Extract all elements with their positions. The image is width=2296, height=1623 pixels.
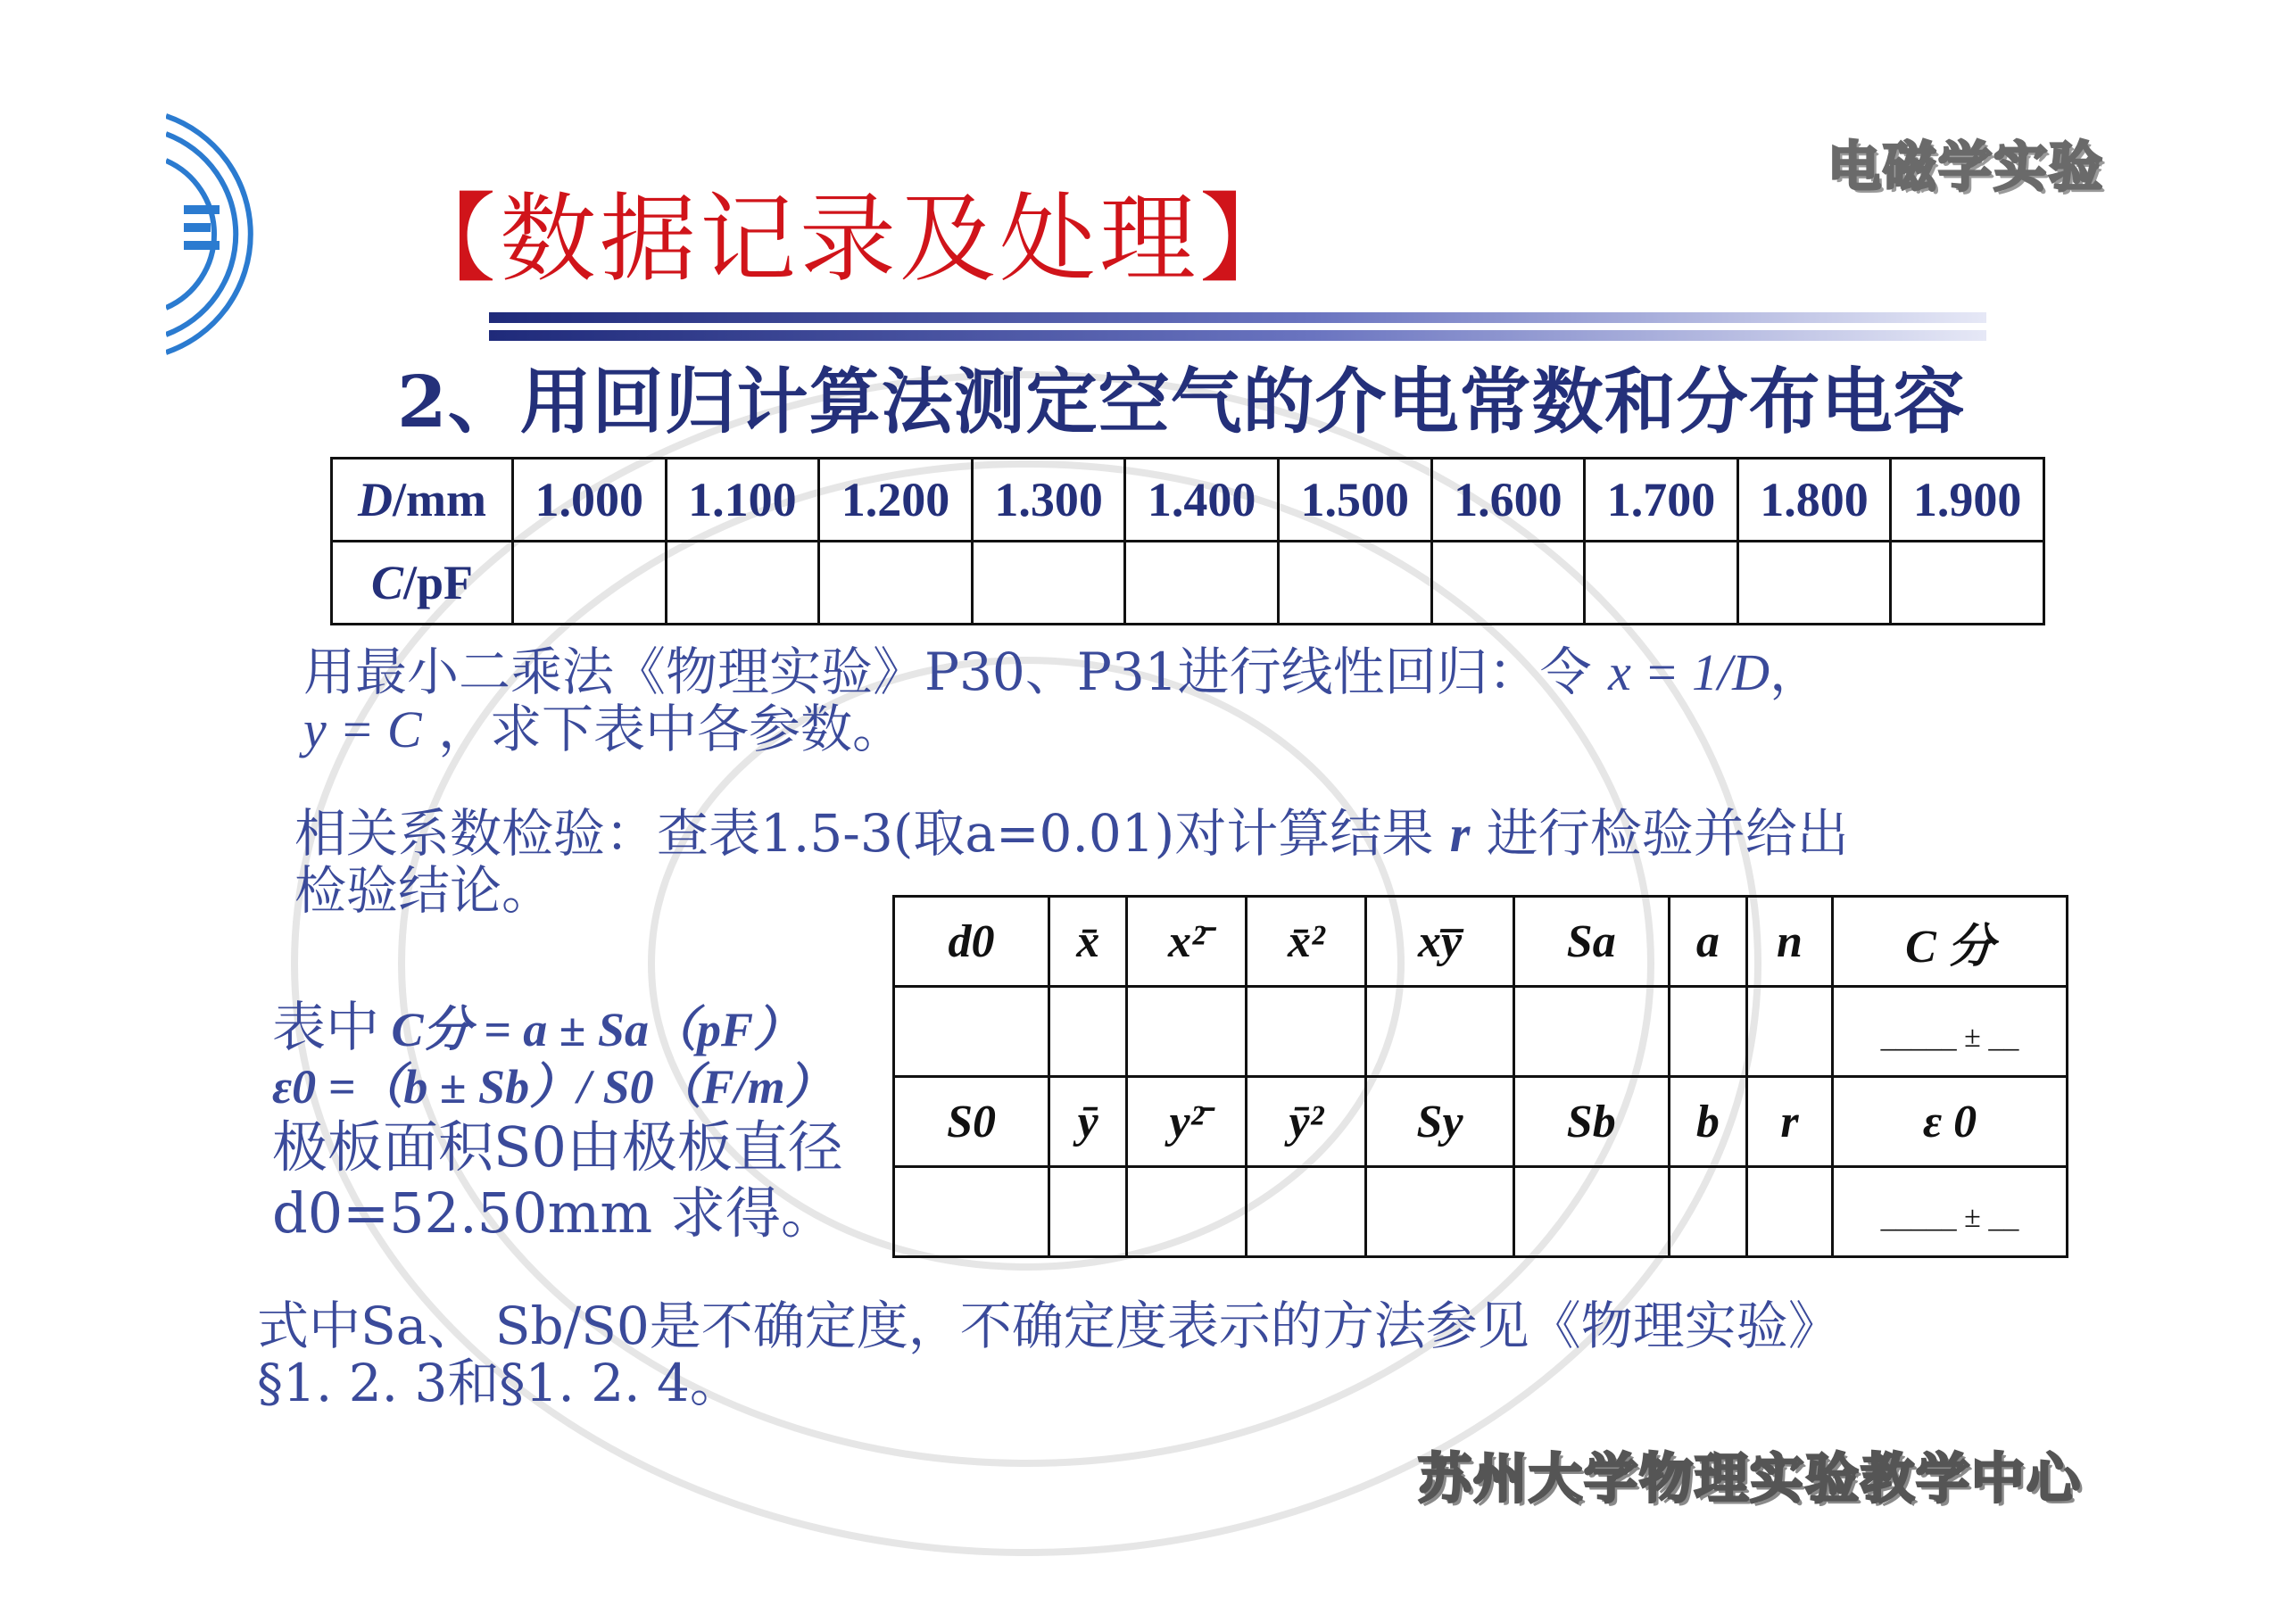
formula-c-distributed: C分 = a ± Sa（pF） — [391, 1003, 801, 1056]
formula-y: y = C — [303, 700, 422, 758]
formula-epsilon: ε0 =（b ± Sb）/ S0（F/m） — [272, 1060, 833, 1114]
param-header: ȳ² — [1247, 1077, 1366, 1167]
c-var: C — [370, 556, 403, 609]
param-header: a — [1669, 897, 1746, 987]
c-value-cell — [819, 542, 973, 625]
param-cell-c-distributed — [1833, 987, 2068, 1077]
c-unit: /pF — [403, 556, 474, 609]
param-header: Sa — [1513, 897, 1669, 987]
para1-text: 用最小二乘法《物理实验》P30、P31进行线性回归：令 — [303, 642, 1592, 702]
param-cell — [1746, 987, 1832, 1077]
param-cell — [1366, 987, 1513, 1077]
param-header: Sb — [1513, 1077, 1669, 1167]
para2-line1 — [294, 803, 1849, 864]
note-line-4: d0=52.50mm 求得。 — [272, 1180, 836, 1246]
d-value-cell: 1.100 — [666, 459, 819, 542]
param-header: b — [1669, 1077, 1746, 1167]
para2-text-a: 相关系数检验：查表1.5-3(取a=0.01)对计算结果 — [294, 803, 1434, 864]
param-header: x̄ — [1049, 897, 1127, 987]
para3-line2: §1. 2. 3和§1. 2. 4。 — [257, 1352, 742, 1413]
param-cell — [1513, 987, 1669, 1077]
para1-line1 — [303, 644, 1821, 701]
param-cell — [1247, 987, 1366, 1077]
param-cell — [1127, 1167, 1247, 1257]
d-value-cell: 1.400 — [1125, 459, 1279, 542]
plus-minus-placeholder: _____ ± __ — [1880, 1020, 2019, 1054]
param-header: r — [1746, 1077, 1832, 1167]
c-value-cell — [666, 542, 819, 625]
param-cell — [1366, 1167, 1513, 1257]
d-unit: /mm — [393, 473, 486, 526]
d-value-cell: 1.200 — [819, 459, 973, 542]
c-value-cell — [1737, 542, 1891, 625]
uncertainty-note — [257, 1298, 1840, 1412]
param-cell — [1049, 987, 1127, 1077]
regression-parameter-table — [892, 895, 2068, 1258]
footer-institution: 苏州大学物理实验教学中心 — [1418, 1448, 2082, 1511]
d-value-cell: 1.900 — [1891, 459, 2044, 542]
d-value-cell: 1.800 — [1737, 459, 1891, 542]
param-cell — [894, 987, 1049, 1077]
title-underline — [489, 312, 1986, 348]
table-row-d — [332, 459, 2044, 542]
c-value-cell — [513, 542, 667, 625]
c-value-cell — [1585, 542, 1738, 625]
param-header: d0 — [894, 897, 1049, 987]
param-cell-epsilon — [1833, 1167, 2068, 1257]
page-title: 【数据记录及处理】 — [400, 184, 1300, 295]
note-line-1 — [272, 998, 897, 1059]
d-value-cell: 1.700 — [1585, 459, 1738, 542]
param-cell — [1127, 987, 1247, 1077]
plus-minus-placeholder: _____ ± __ — [1880, 1200, 2019, 1234]
c-value-cell — [972, 542, 1125, 625]
d-var: D — [358, 473, 394, 526]
row-header-c — [332, 542, 513, 625]
table-row-c — [332, 542, 2044, 625]
symbol-r: r — [1449, 805, 1471, 863]
note-lead: 表中 — [272, 997, 379, 1059]
param-header: x̄² — [1247, 897, 1366, 987]
param-value-row-2 — [894, 1167, 2068, 1257]
param-cell — [1669, 987, 1746, 1077]
param-header: xy̅ — [1366, 897, 1513, 987]
param-cell — [1746, 1167, 1832, 1257]
formula-notes — [272, 998, 897, 1247]
param-header: Sy — [1366, 1077, 1513, 1167]
param-header: ȳ — [1049, 1077, 1127, 1167]
param-header: S0 — [894, 1077, 1049, 1167]
param-header: x²̄ — [1127, 897, 1247, 987]
data-table-d-c — [330, 457, 2045, 625]
d-value-cell: 1.000 — [513, 459, 667, 542]
c-value-cell — [1891, 542, 2044, 625]
param-cell — [1513, 1167, 1669, 1257]
param-header: ε 0 — [1833, 1077, 2068, 1167]
c-value-cell — [1125, 542, 1279, 625]
param-cell — [1669, 1167, 1746, 1257]
d-value-cell: 1.600 — [1431, 459, 1585, 542]
instruction-paragraph-1 — [303, 644, 1821, 758]
c-value-cell — [1278, 542, 1431, 625]
param-header-row-2 — [894, 1077, 2068, 1167]
param-header: C 分 — [1833, 897, 2068, 987]
param-header: n — [1746, 897, 1832, 987]
section-subtitle: 2、用回归计算法测定空气的介电常数和分布电容 — [397, 360, 1966, 443]
c-value-cell — [1431, 542, 1585, 625]
param-cell — [894, 1167, 1049, 1257]
para1-line2 — [303, 698, 1821, 759]
formula-x: x = 1/D — [1608, 643, 1770, 701]
note-line-3: 极板面积S0由极板直径 — [272, 1114, 843, 1180]
param-header-row-1 — [894, 897, 2068, 987]
row-header-d — [332, 459, 513, 542]
university-logo — [166, 107, 300, 361]
param-header: y²̄ — [1127, 1077, 1247, 1167]
note-line-2 — [272, 1059, 897, 1114]
para1-text-2: ，求下表中各参数。 — [438, 698, 905, 759]
para2-text-b: 进行检验并给出 — [1486, 803, 1849, 864]
header-tag: 电磁学实验 — [1828, 137, 2104, 199]
param-cell — [1247, 1167, 1366, 1257]
d-value-cell: 1.300 — [972, 459, 1125, 542]
para3-line1: 式中Sa、 Sb/S0是不确定度，不确定度表示的方法参见《物理实验》 — [257, 1296, 1840, 1356]
para1-end: ， — [1770, 642, 1822, 702]
param-value-row-1 — [894, 987, 2068, 1077]
d-value-cell: 1.500 — [1278, 459, 1431, 542]
param-cell — [1049, 1167, 1127, 1257]
para2-line2: 检验结论。 — [294, 859, 554, 921]
